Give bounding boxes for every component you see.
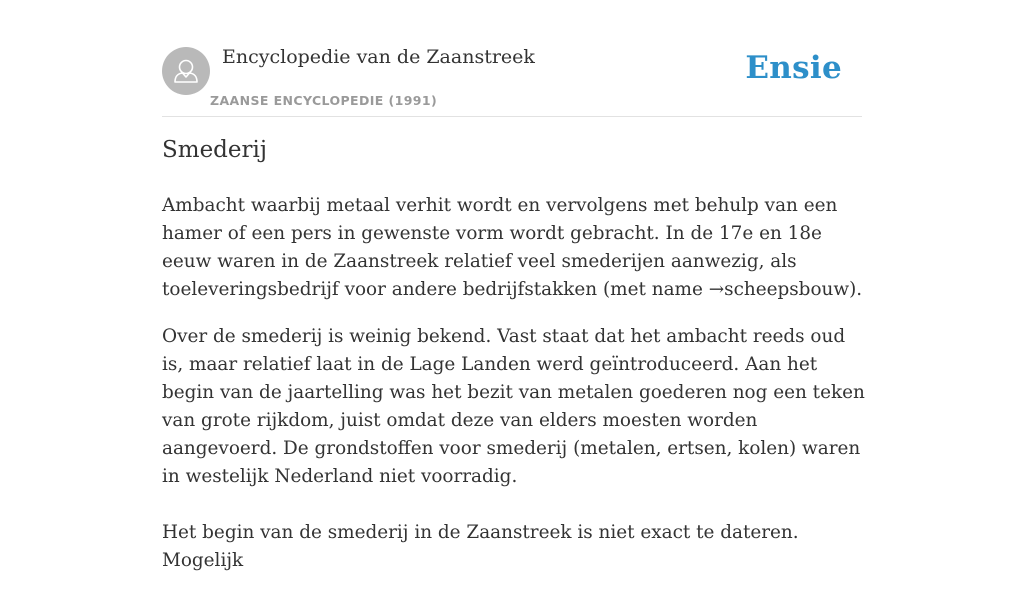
paragraph-1-tail: ). [849, 279, 863, 300]
paragraph-1-text: Ambacht waarbij metaal verhit wordt en vervolgens met behulp van een hamer of een pers in gewenste vorm wordt gebracht. In de 17e en 18e eeuw waren in de Zaanstreek relatief veel smederijen aanwezig, als toeleveringsbedrijf voor andere bedrijfstakken (met name [162, 195, 838, 300]
paragraph-1 [162, 192, 867, 304]
scheepsbouw-link[interactable] [709, 279, 849, 300]
scheepsbouw-link-label: scheepsbouw [724, 279, 850, 300]
ensie-logo[interactable]: Ensie [745, 50, 842, 86]
arrow-right-icon: → [708, 279, 725, 300]
article-title: Smederij [162, 137, 267, 163]
source-subtitle: ZAANSE ENCYCLOPEDIE (1991) [210, 93, 438, 108]
source-title[interactable]: Encyclopedie van de Zaanstreek [222, 46, 535, 68]
article-header [162, 46, 862, 117]
paragraph-3: Het begin van de smederij in de Zaanstreek is niet exact te dateren. Mogelijk [162, 522, 799, 571]
user-placeholder-icon [162, 47, 210, 95]
paragraph-2: Over de smederij is weinig bekend. Vast staat dat het ambacht reeds oud is, maar relatief laat in de Lage Landen werd geïntroduceerd. Aan het begin van de jaartelling was het bezit van metalen goederen nog een teken van grote rijkdom, juist omdat deze van elders moesten worden aangevoerd. De grondstoffen voor smederij (metalen, ertsen, kolen) waren in westelijk Nederland niet voorradig. [162, 326, 865, 487]
article-body [162, 192, 867, 594]
